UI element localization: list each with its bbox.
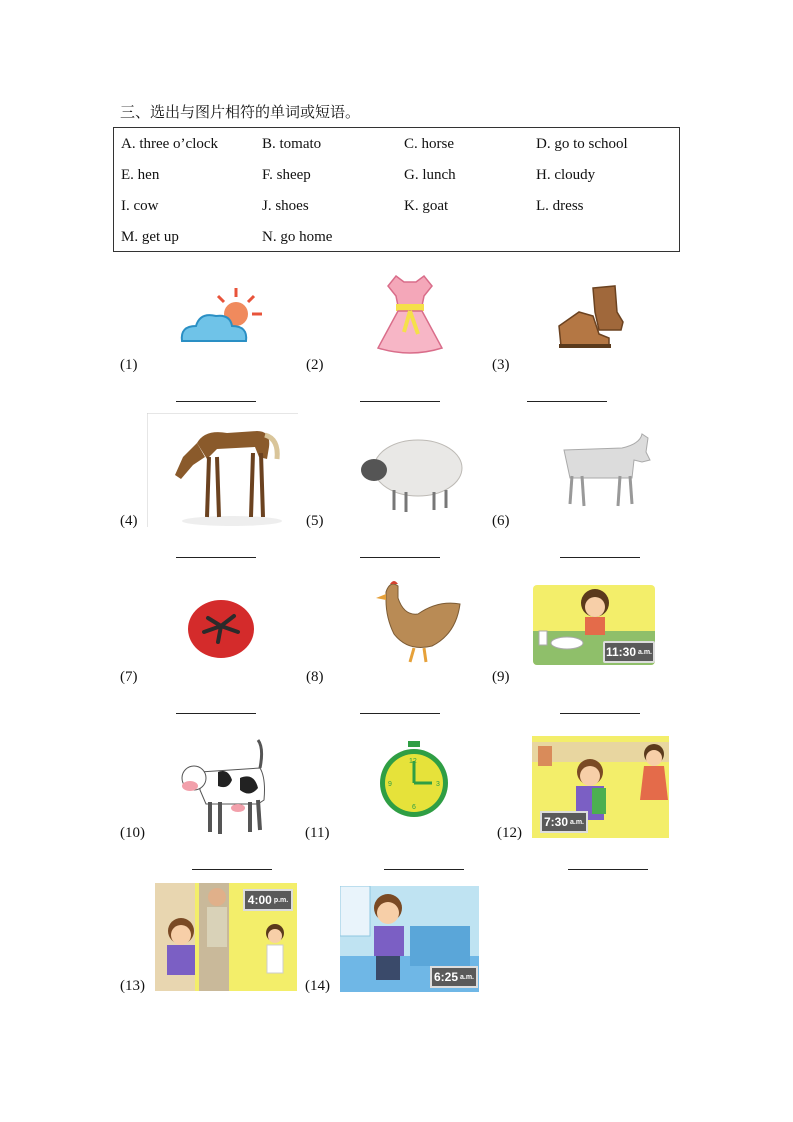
- option-i: I. cow: [121, 198, 159, 214]
- tomato-icon: [186, 596, 256, 660]
- clock-icon: [378, 741, 450, 819]
- svg-text:12: 12: [409, 758, 417, 765]
- item-number-8: (8): [306, 669, 324, 685]
- svg-text:3: 3: [436, 781, 440, 788]
- option-h: H. cloudy: [536, 167, 596, 183]
- item-number-3: (3): [492, 357, 510, 373]
- option-n: N. go home: [262, 229, 333, 245]
- option-d: D. go to school: [536, 136, 628, 152]
- get-up-scene: [340, 886, 479, 992]
- answer-blank-1[interactable]: [176, 401, 256, 402]
- item-number-1: (1): [120, 357, 138, 373]
- option-a: A. three o’clock: [121, 136, 219, 152]
- digital-clock: [603, 641, 655, 663]
- item-number-4: (4): [120, 513, 138, 529]
- answer-blank-10[interactable]: [192, 869, 272, 870]
- item-number-5: (5): [306, 513, 324, 529]
- item-number-11: (11): [305, 825, 330, 841]
- word-bank: [113, 127, 680, 252]
- item-number-2: (2): [306, 357, 324, 373]
- dress-icon: [366, 272, 454, 356]
- clock-suffix: a.m.: [570, 818, 585, 826]
- answer-blank-12[interactable]: [568, 869, 648, 870]
- answer-blank-2[interactable]: [360, 401, 440, 402]
- option-b: B. tomato: [262, 136, 322, 152]
- svg-text:9: 9: [388, 781, 392, 788]
- horse-icon: [147, 413, 298, 527]
- digital-clock: [540, 811, 588, 833]
- option-l: L. dress: [536, 198, 584, 214]
- clock-time: 7:30: [543, 815, 568, 829]
- answer-blank-4[interactable]: [176, 557, 256, 558]
- item-number-13: (13): [120, 978, 145, 994]
- option-c: C. horse: [404, 136, 454, 152]
- clock-suffix: a.m.: [460, 973, 475, 981]
- cloudy-sun-icon: [178, 284, 266, 346]
- option-e: E. hen: [121, 167, 160, 183]
- answer-blank-6[interactable]: [560, 557, 640, 558]
- item-number-9: (9): [492, 669, 510, 685]
- item-number-10: (10): [120, 825, 145, 841]
- clock-time: 4:00: [247, 893, 272, 907]
- sheep-icon: [358, 430, 464, 514]
- answer-blank-7[interactable]: [176, 713, 256, 714]
- answer-blank-9[interactable]: [560, 713, 640, 714]
- option-j: J. shoes: [262, 198, 309, 214]
- go-home-scene: [155, 883, 297, 991]
- clock-time: 11:30: [605, 645, 636, 659]
- clock-suffix: p.m.: [273, 896, 289, 904]
- answer-blank-3[interactable]: [527, 401, 607, 402]
- svg-text:6: 6: [412, 804, 416, 811]
- option-k: K. goat: [404, 198, 449, 214]
- item-number-6: (6): [492, 513, 510, 529]
- item-number-12: (12): [497, 825, 522, 841]
- answer-blank-8[interactable]: [360, 713, 440, 714]
- hen-icon: [368, 578, 464, 666]
- digital-clock: [243, 889, 293, 911]
- clock-time: 6:25: [433, 970, 458, 984]
- answer-blank-5[interactable]: [360, 557, 440, 558]
- section-heading: 三、选出与图片相符的单词或短语。: [120, 103, 361, 121]
- digital-clock: [430, 966, 478, 988]
- clock-suffix: a.m.: [638, 648, 653, 656]
- shoes-icon: [553, 282, 625, 352]
- option-g: G. lunch: [404, 167, 456, 183]
- option-f: F. sheep: [262, 167, 311, 183]
- school-scene: [532, 736, 669, 838]
- item-number-14: (14): [305, 978, 330, 994]
- lunch-scene: [533, 585, 655, 665]
- goat-icon: [550, 430, 654, 512]
- answer-blank-11[interactable]: [384, 869, 464, 870]
- option-m: M. get up: [121, 229, 179, 245]
- cow-icon: [180, 738, 268, 838]
- item-number-7: (7): [120, 669, 138, 685]
